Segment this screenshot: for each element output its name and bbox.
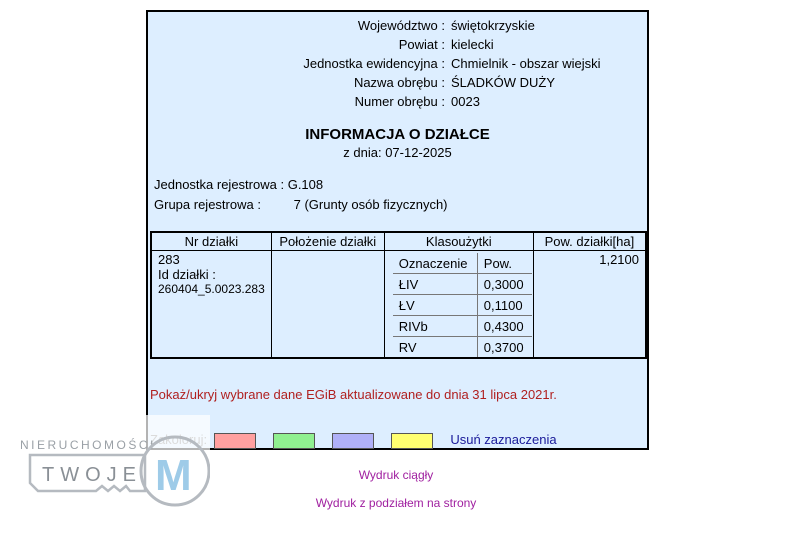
page-title: INFORMACJA O DZIAŁCE [305, 126, 490, 143]
precinct-name-value: ŚLADKÓW DUŻY [451, 75, 556, 90]
county-label: Powiat : [398, 37, 445, 52]
key-logo-icon [10, 415, 210, 525]
list-item [393, 274, 532, 295]
registry-group-label: Grupa rejestrowa : [154, 197, 261, 212]
precinct-name-label: Nazwa obrębu : [353, 75, 445, 90]
registry-group [154, 197, 448, 212]
class-area: 0,4300 [477, 316, 532, 337]
class-area: 0,3700 [483, 339, 524, 355]
unit-label: Jednostka ewidencyjna : [303, 56, 445, 71]
precinct-number-label: Numer obrębu : [354, 94, 445, 109]
class-designation: RV [393, 337, 478, 358]
color-swatch-yellow[interactable] [391, 433, 433, 449]
location-cell [271, 251, 384, 359]
header-row-precinct-number [148, 92, 647, 111]
parcel-info-panel [146, 10, 649, 450]
registry-unit-value: G.108 [287, 177, 324, 192]
location-header [148, 16, 647, 111]
watermark-logo [10, 415, 210, 525]
col-header-parcel-number: Nr działki [151, 232, 271, 251]
color-swatch-green[interactable] [273, 433, 315, 449]
class-header-area: Pow. [477, 253, 532, 274]
parcel-id-value: 260404_5.0023.283 [158, 282, 265, 296]
class-designation: RIVb [393, 316, 478, 337]
land-classes-header [393, 253, 532, 274]
parcel-number-cell [151, 251, 271, 359]
parcel-id-label: Id działki : [158, 267, 216, 282]
parcel-table [150, 231, 647, 359]
watermark-letter: M [155, 451, 192, 500]
class-designation: ŁV [393, 295, 478, 316]
class-designation: ŁIV [393, 274, 478, 295]
list-item [393, 295, 532, 316]
registry-group-value: 7 (Grunty osób fizycznych) [293, 197, 448, 212]
class-area: 0,1100 [477, 295, 532, 316]
land-classes-table [393, 253, 532, 357]
county-value: kielecki [451, 37, 494, 52]
color-swatch-red[interactable] [214, 433, 256, 449]
precinct-number-value: 0023 [451, 94, 480, 109]
class-header-designation: Oznaczenie [393, 253, 478, 274]
list-item [393, 337, 532, 358]
header-row-precinct-name [148, 73, 647, 92]
color-swatch-blue[interactable] [332, 433, 374, 449]
class-area: 0,3000 [477, 274, 532, 295]
voivodeship-value: świętokrzyskie [451, 18, 535, 33]
print-continuous-link[interactable]: Wydruk ciągły [358, 468, 434, 482]
area-cell: 1,2100 [533, 251, 646, 359]
voivodeship-label: Województwo : [357, 18, 445, 33]
toggle-egib-link[interactable]: Pokaż/ukryj wybrane dane EGiB aktualizowane do dnia 31 lipca 2021r. [150, 387, 557, 402]
unit-value: Chmielnik - obszar wiejski [451, 56, 601, 71]
table-row [151, 251, 646, 359]
parcel-table-header [151, 232, 646, 251]
clear-selection-link[interactable]: Usuń zaznaczenia [450, 432, 557, 447]
list-item [393, 316, 532, 337]
col-header-location: Położenie działki [271, 232, 384, 251]
print-pages-link[interactable]: Wydruk z podziałem na strony [315, 496, 477, 510]
registry-unit-label: Jednostka rejestrowa : [154, 177, 285, 192]
registry-unit [154, 177, 323, 192]
col-header-land-classes: Klasoużytki [384, 232, 533, 251]
header-row-voivodeship [148, 16, 647, 35]
report-date: z dnia: 07-12-2025 [343, 145, 452, 160]
header-row-unit [148, 54, 647, 73]
watermark-line1: NIERUCHOMOŚCI [20, 438, 156, 452]
land-classes-cell [384, 251, 533, 359]
header-row-county [148, 35, 647, 54]
col-header-area: Pow. działki[ha] [533, 232, 646, 251]
parcel-number: 283 [158, 252, 180, 267]
watermark-line2: TWOJE [42, 464, 142, 486]
color-toolbar [150, 432, 557, 449]
